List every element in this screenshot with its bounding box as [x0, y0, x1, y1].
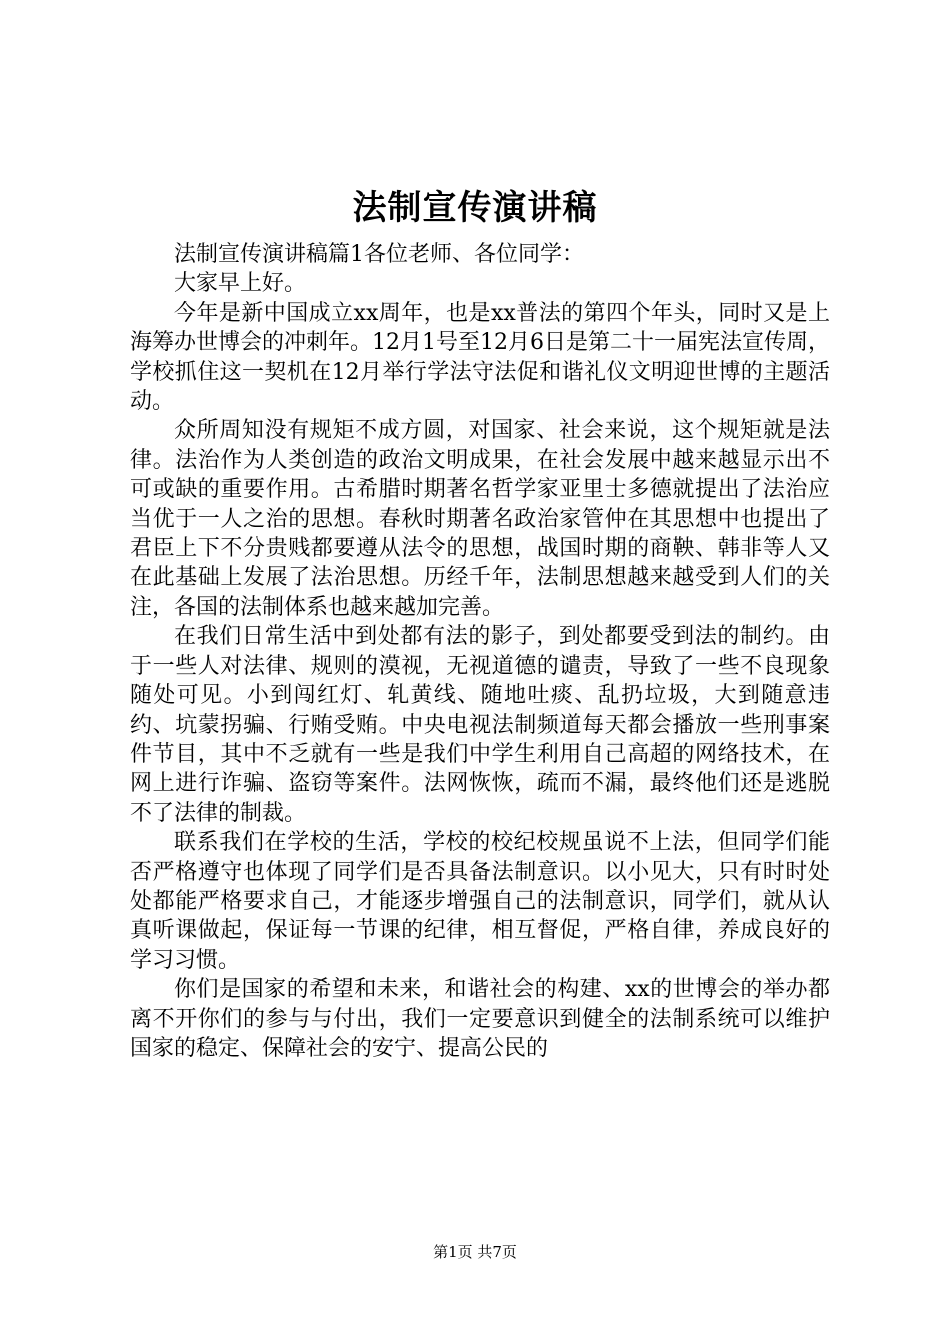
document-body — [130, 240, 830, 1063]
paragraph-school-life: 联系我们在学校的生活，学校的校纪校规虽说不上法，但同学们能否严格遵守也体现了同学们是否具备法制意识。以小见大，只有时时处处都能严格要求自己，才能逐步增强自己的法制意识，同学们，就从认真听课做起，保证每一节课的纪律，相互督促，严格自律，养成良好的学习习惯。 — [130, 830, 830, 973]
document-title: 法制宣传演讲稿 — [352, 188, 598, 228]
paragraph-greeting: 法制宣传演讲稿篇1各位老师、各位同学： — [174, 242, 584, 267]
paragraph-daily-life: 在我们日常生活中到处都有法的影子，到处都要受到法的制约。由于一些人对法律、规则的漠视，无视道德的谴责，导致了一些不良现象随处可见。小到闯红灯、轧黄线、随地吐痰、乱扔垃圾，大到随意违约、坑蒙拐骗、行贿受贿。中央电视法制频道每天都会播放一些刑事案件节目，其中不乏就有一些是我们中学生利用自己高超的网络技术，在网上进行诈骗、盗窃等案件。法网恢恢，疏而不漏，最终他们还是逃脱不了法律的制裁。 — [130, 624, 830, 826]
paragraph-intro: 今年是新中国成立xx周年，也是xx普法的第四个年头，同时又是上海筹办世博会的冲刺年。12月1号至12月6日是第二十一届宪法宣传周，学校抓住这一契机在12月举行学法守法促和谐礼仪文明迎世博的主题活动。 — [130, 300, 830, 415]
paragraph-future: 你们是国家的希望和未来，和谐社会的构建、xx的世博会的举办都离不开你们的参与与付出，我们一定要意识到健全的法制系统可以维护国家的稳定、保障社会的安宁、提高公民的 — [130, 977, 830, 1061]
page-footer: 第1页 共7页 — [433, 1243, 517, 1261]
paragraph-rule-of-law: 众所周知没有规矩不成方圆，对国家、社会来说，这个规矩就是法律。法治作为人类创造的政治文明成果，在社会发展中越来越显示出不可或缺的重要作用。古希腊时期著名哲学家亚里士多德就提出了法治应当优于一人之治的思想。春秋时期著名政治家管仲在其思想中也提出了君臣上下不分贵贱都要遵从法令的思想，战国时期的商鞅、韩非等人又在此基础上发展了法治思想。历经千年，法制思想越来越受到人们的关注，各国的法制体系也越来越加完善。 — [130, 418, 830, 620]
paragraph-salutation: 大家早上好。 — [174, 271, 307, 297]
